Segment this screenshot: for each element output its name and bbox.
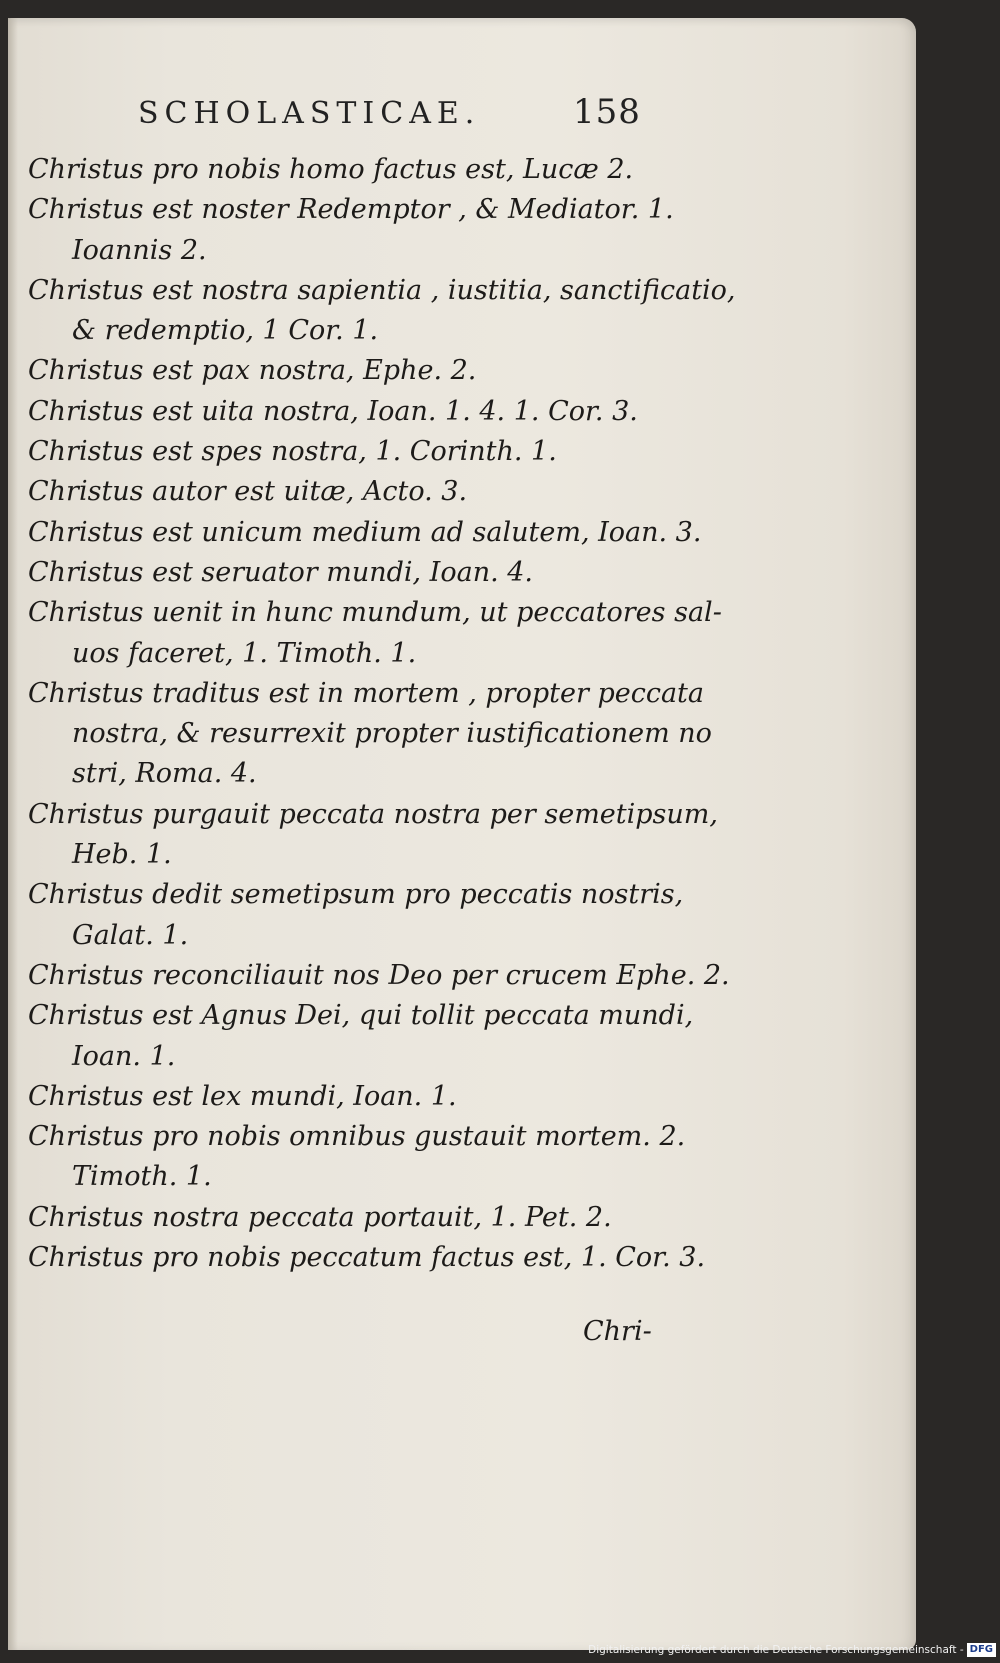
text-line: Christus est Agnus Dei, qui tollit peccata mundi,: [28, 1000, 694, 1032]
text-line: Ioan. 1.: [72, 1040, 176, 1072]
text-line: Christus est uita nostra, Ioan. 1. 4. 1. Cor. 3.: [28, 395, 638, 427]
text-line: Ioannis 2.: [72, 234, 207, 266]
text-line: Christus nostra peccata portauit, 1. Pet. 2.: [28, 1201, 612, 1233]
text-line: Christus pro nobis peccatum factus est, 1. Cor. 3.: [28, 1242, 706, 1274]
page-gutter-shadow: [8, 18, 18, 1650]
dfg-logo: DFG: [967, 1643, 996, 1657]
text-line: Christus est noster Redemptor , & Mediator. 1.: [28, 194, 674, 226]
text-line: Christus est seruator mundi, Ioan. 4.: [28, 556, 534, 588]
text-line: Galat. 1.: [72, 919, 189, 951]
credit-text: Digitalisierung gefördert durch die Deutsche Forschungsgemeinschaft -: [588, 1644, 964, 1656]
digitization-credit: [588, 1641, 996, 1659]
text-block: [28, 150, 736, 1278]
text-line: Christus autor est uitæ, Acto. 3.: [28, 476, 468, 508]
text-line: Timoth. 1.: [72, 1161, 212, 1193]
catchword: Chri-: [583, 1316, 652, 1347]
text-line: stri, Roma. 4.: [72, 758, 257, 790]
text-line: Christus dedit semetipsum pro peccatis nostris,: [28, 879, 684, 911]
page-number: 158: [573, 92, 641, 132]
text-line: Christus purgauit peccata nostra per semetipsum,: [28, 798, 718, 830]
text-line: Christus reconciliauit nos Deo per crucem Ephe. 2.: [28, 959, 730, 991]
running-title: SCHOLASTICAE.: [138, 96, 481, 131]
running-header: [138, 92, 658, 132]
text-line: nostra, & resurrexit propter iustificationem no: [72, 718, 712, 750]
text-line: Christus pro nobis omnibus gustauit mortem. 2.: [28, 1121, 686, 1153]
text-line: Christus uenit in hunc mundum, ut peccatores sal-: [28, 597, 722, 629]
text-line: Christus est spes nostra, 1. Corinth. 1.: [28, 436, 557, 468]
text-line: Christus pro nobis homo factus est, Lucæ 2.: [28, 154, 634, 185]
text-line: Christus est nostra sapientia , iustitia, sanctificatio,: [28, 274, 736, 306]
text-line: Christus est pax nostra, Ephe. 2.: [28, 355, 477, 387]
text-line: Heb. 1.: [72, 839, 172, 871]
text-line: Christus traditus est in mortem , propter peccata: [28, 677, 704, 709]
text-line: & redemptio, 1 Cor. 1.: [72, 315, 379, 347]
book-page: [8, 18, 916, 1650]
text-line: uos faceret, 1. Timoth. 1.: [72, 637, 417, 669]
text-line: Christus est unicum medium ad salutem, Ioan. 3.: [28, 516, 702, 548]
text-line: Christus est lex mundi, Ioan. 1.: [28, 1080, 457, 1112]
